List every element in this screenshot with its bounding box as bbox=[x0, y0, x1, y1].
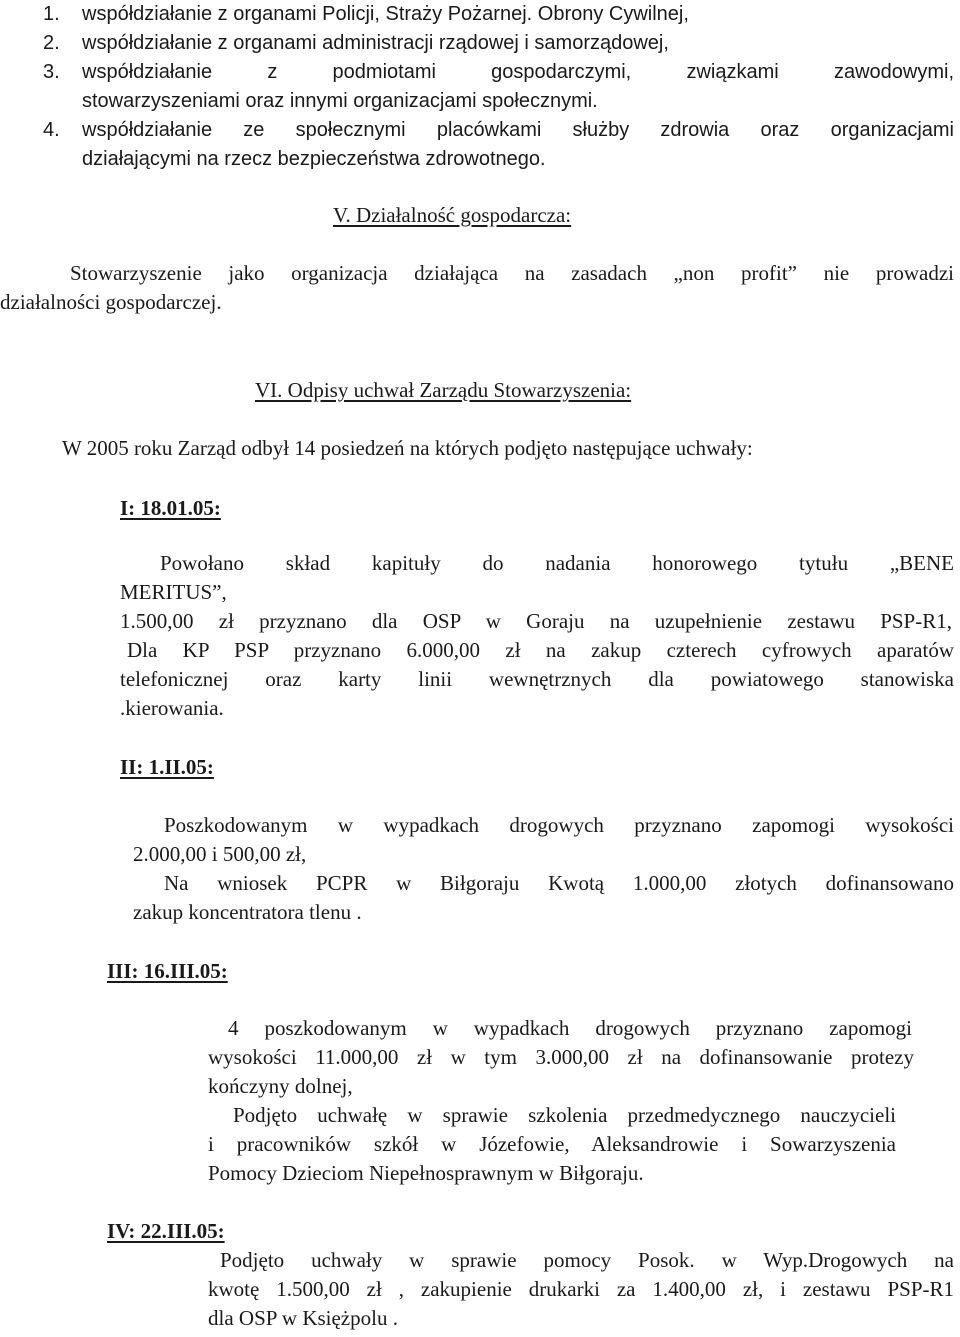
section-v-text-continuation: działalności gospodarczej. bbox=[0, 290, 222, 314]
resolution-3-label: III: 16.III.05: bbox=[107, 959, 228, 983]
list-item: współdziałanie z organami Policji, Straży Pożarnej. Obrony Cywilnej, bbox=[82, 3, 689, 25]
resolution-1-text: telefonicznej oraz karty linii wewnętrznych dla powiatowego stanowiska bbox=[120, 667, 954, 691]
section-v-heading: V. Działalność gospodarcza: bbox=[333, 203, 572, 227]
section-vi-heading: VI. Odpisy uchwał Zarządu Stowarzyszenia: bbox=[255, 378, 632, 402]
resolution-2-text: 2.000,00 i 500,00 zł, bbox=[133, 842, 307, 866]
resolution-2-text: Na wniosek PCPR w Biłgoraju Kwotą 1.000,00 złotych dofinansowano bbox=[164, 871, 954, 895]
list-item: współdziałanie z podmiotami gospodarczymi, związkami zawodowymi, bbox=[82, 61, 954, 83]
list-item-continuation: działającymi na rzecz bezpieczeństwa zdrowotnego. bbox=[82, 148, 546, 170]
list-item: współdziałanie ze społecznymi placówkami służby zdrowia oraz organizacjami bbox=[82, 119, 954, 141]
section-vi-intro: W 2005 roku Zarząd odbył 14 posiedzeń na których podjęto następujące uchwały: bbox=[62, 436, 753, 460]
resolution-1-text: .kierowania. bbox=[120, 696, 224, 720]
resolution-2-label: II: 1.II.05: bbox=[120, 755, 214, 779]
resolution-4-text: dla OSP w Księżpolu . bbox=[208, 1306, 398, 1330]
resolution-4-label: IV: 22.III.05: bbox=[107, 1219, 225, 1243]
resolution-4-text: kwotę 1.500,00 zł , zakupienie drukarki za 1.400,00 zł, i zestawu PSP-R1 bbox=[208, 1277, 954, 1301]
resolution-1-label: I: 18.01.05: bbox=[120, 496, 221, 520]
resolution-1-text: Powołano skład kapituły do nadania honorowego tytułu „BENE bbox=[160, 551, 954, 575]
resolution-3-text: Podjęto uchwałę w sprawie szkolenia przedmedycznego nauczycieli bbox=[233, 1103, 896, 1127]
resolution-1-text: MERITUS”, bbox=[120, 580, 227, 604]
list-number: 3. bbox=[43, 61, 60, 83]
list-item: współdziałanie z organami administracji rządowej i samorządowej, bbox=[82, 32, 669, 54]
resolution-1-text: 1.500,00 zł przyznano dla OSP w Goraju na uzupełnienie zestawu PSP-R1, bbox=[120, 609, 952, 633]
resolution-3-text: kończyny dolnej, bbox=[208, 1074, 353, 1098]
resolution-1-text: Dla KP PSP przyznano 6.000,00 zł na zakup czterech cyfrowych aparatów bbox=[127, 638, 954, 662]
resolution-3-text: wysokości 11.000,00 zł w tym 3.000,00 zł na dofinansowanie protezy bbox=[208, 1045, 914, 1069]
resolution-3-text: 4 poszkodowanym w wypadkach drogowych przyznano zapomogi bbox=[228, 1016, 912, 1040]
list-number: 2. bbox=[43, 32, 60, 54]
resolution-3-text: i pracowników szkół w Józefowie, Aleksandrowie i Sowarzyszenia bbox=[208, 1132, 896, 1156]
list-number: 4. bbox=[43, 119, 60, 141]
resolution-2-text: zakup koncentratora tlenu . bbox=[133, 900, 362, 924]
resolution-2-text: Poszkodowanym w wypadkach drogowych przyznano zapomogi wysokości bbox=[164, 813, 954, 837]
list-item-continuation: stowarzyszeniami oraz innymi organizacjami społecznymi. bbox=[82, 90, 598, 112]
resolution-4-text: Podjęto uchwały w sprawie pomocy Posok. w Wyp.Drogowych na bbox=[220, 1248, 954, 1272]
section-v-text: Stowarzyszenie jako organizacja działająca na zasadach „non profit” nie prowadzi bbox=[70, 261, 954, 285]
list-number: 1. bbox=[43, 3, 60, 25]
resolution-3-text: Pomocy Dzieciom Niepełnosprawnym w Biłgoraju. bbox=[208, 1161, 644, 1185]
